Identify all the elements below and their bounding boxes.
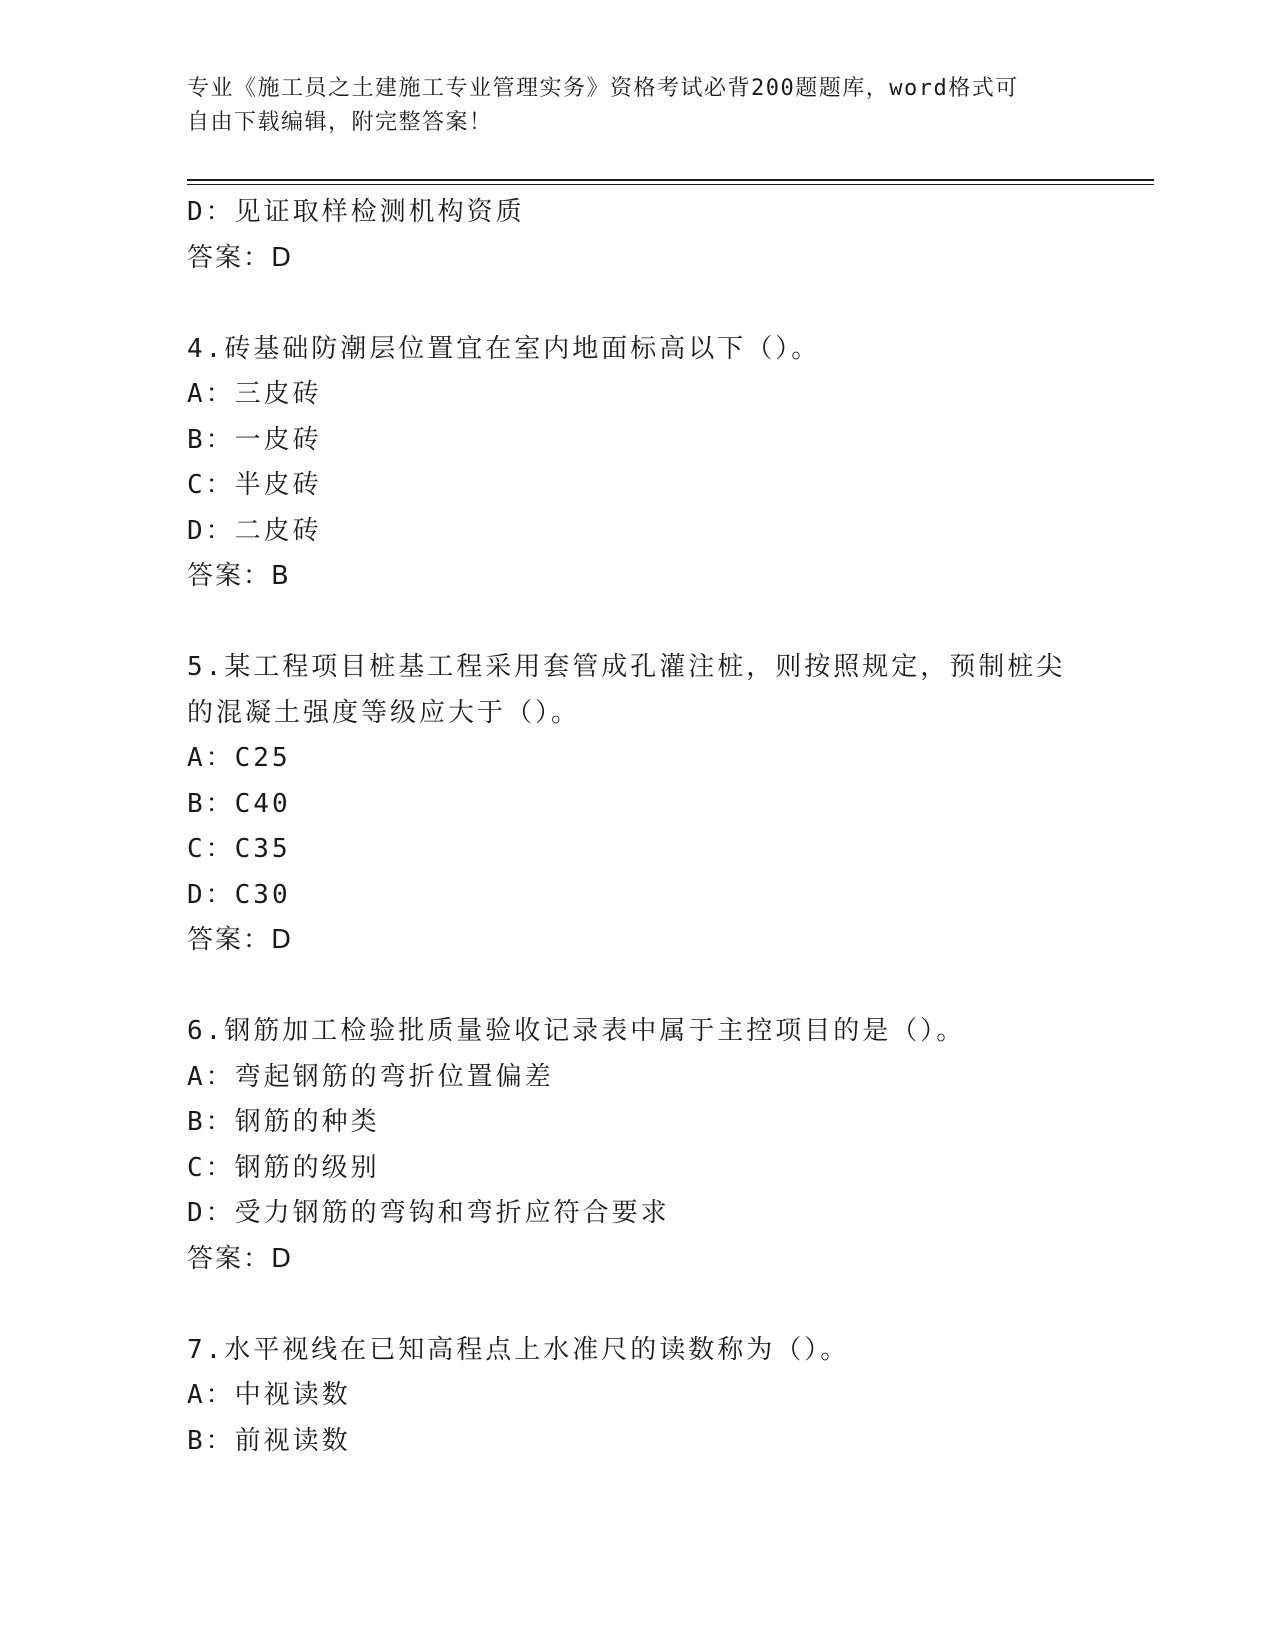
question-5-option-b: B：C40 [187, 788, 291, 819]
spacer [187, 600, 1087, 646]
question-6-option-c: C：钢筋的级别 [187, 1152, 380, 1183]
header-line-2: 自由下载编辑，附完整答案！ [187, 110, 493, 135]
question-5-answer: 答案：D [187, 925, 294, 955]
question-block-6 [187, 1009, 1087, 1282]
spacer [187, 964, 1087, 1010]
question-6-option-a: A：弯起钢筋的弯折位置偏差 [187, 1061, 554, 1092]
question-6-option-d: D：受力钢筋的弯钩和弯折应符合要求 [187, 1198, 670, 1228]
question-4-answer: 答案：B [187, 561, 291, 591]
question-6-answer: 答案：D [187, 1243, 294, 1274]
question-4-option-a: A：三皮砖 [187, 379, 322, 409]
question-block-4 [187, 327, 1087, 600]
carry-over-option-d: D：见证取样检测机构资质 [187, 197, 525, 227]
question-5-stem-line-1: 5.某工程项目桩基工程采用套管成孔灌注桩，则按照规定，预制桩尖 [187, 652, 1066, 682]
question-6-option-b: B：钢筋的种类 [187, 1107, 380, 1137]
spacer [187, 1282, 1087, 1328]
question-4-option-d: D：二皮砖 [187, 515, 322, 546]
question-7-stem-line-1: 7.水平视线在已知高程点上水准尺的读数称为（）。 [187, 1334, 850, 1365]
question-4-option-b: B：一皮砖 [187, 424, 322, 455]
spacer [187, 281, 1087, 327]
question-7-option-a: A：中视读数 [187, 1380, 351, 1410]
carry-over-answer: 答案：D [187, 242, 294, 273]
question-block-7 [187, 1328, 1087, 1465]
question-5-option-c: C：C35 [187, 834, 291, 864]
question-6-stem-line-1: 6.钢筋加工检验批质量验收记录表中属于主控项目的是（）。 [187, 1016, 966, 1046]
question-4-option-c: C：半皮砖 [187, 470, 322, 500]
question-5-stem-line-2: 的混凝土强度等级应大于（）。 [187, 697, 581, 728]
question-5-option-d: D：C30 [187, 879, 291, 910]
document-header [187, 72, 1067, 140]
question-block-5 [187, 645, 1087, 964]
header-divider-thick [187, 179, 1154, 181]
question-7-option-b: B：前视读数 [187, 1425, 351, 1456]
question-4-stem-line-1: 4.砖基础防潮层位置宜在室内地面标高以下（）。 [187, 333, 821, 364]
header-divider-thin [187, 184, 1154, 185]
question-list [187, 190, 1087, 1464]
question-5-option-a: A：C25 [187, 743, 291, 773]
header-line-1: 专业《施工员之土建施工专业管理实务》资格考试必背200题题库，word格式可 [187, 76, 1019, 101]
